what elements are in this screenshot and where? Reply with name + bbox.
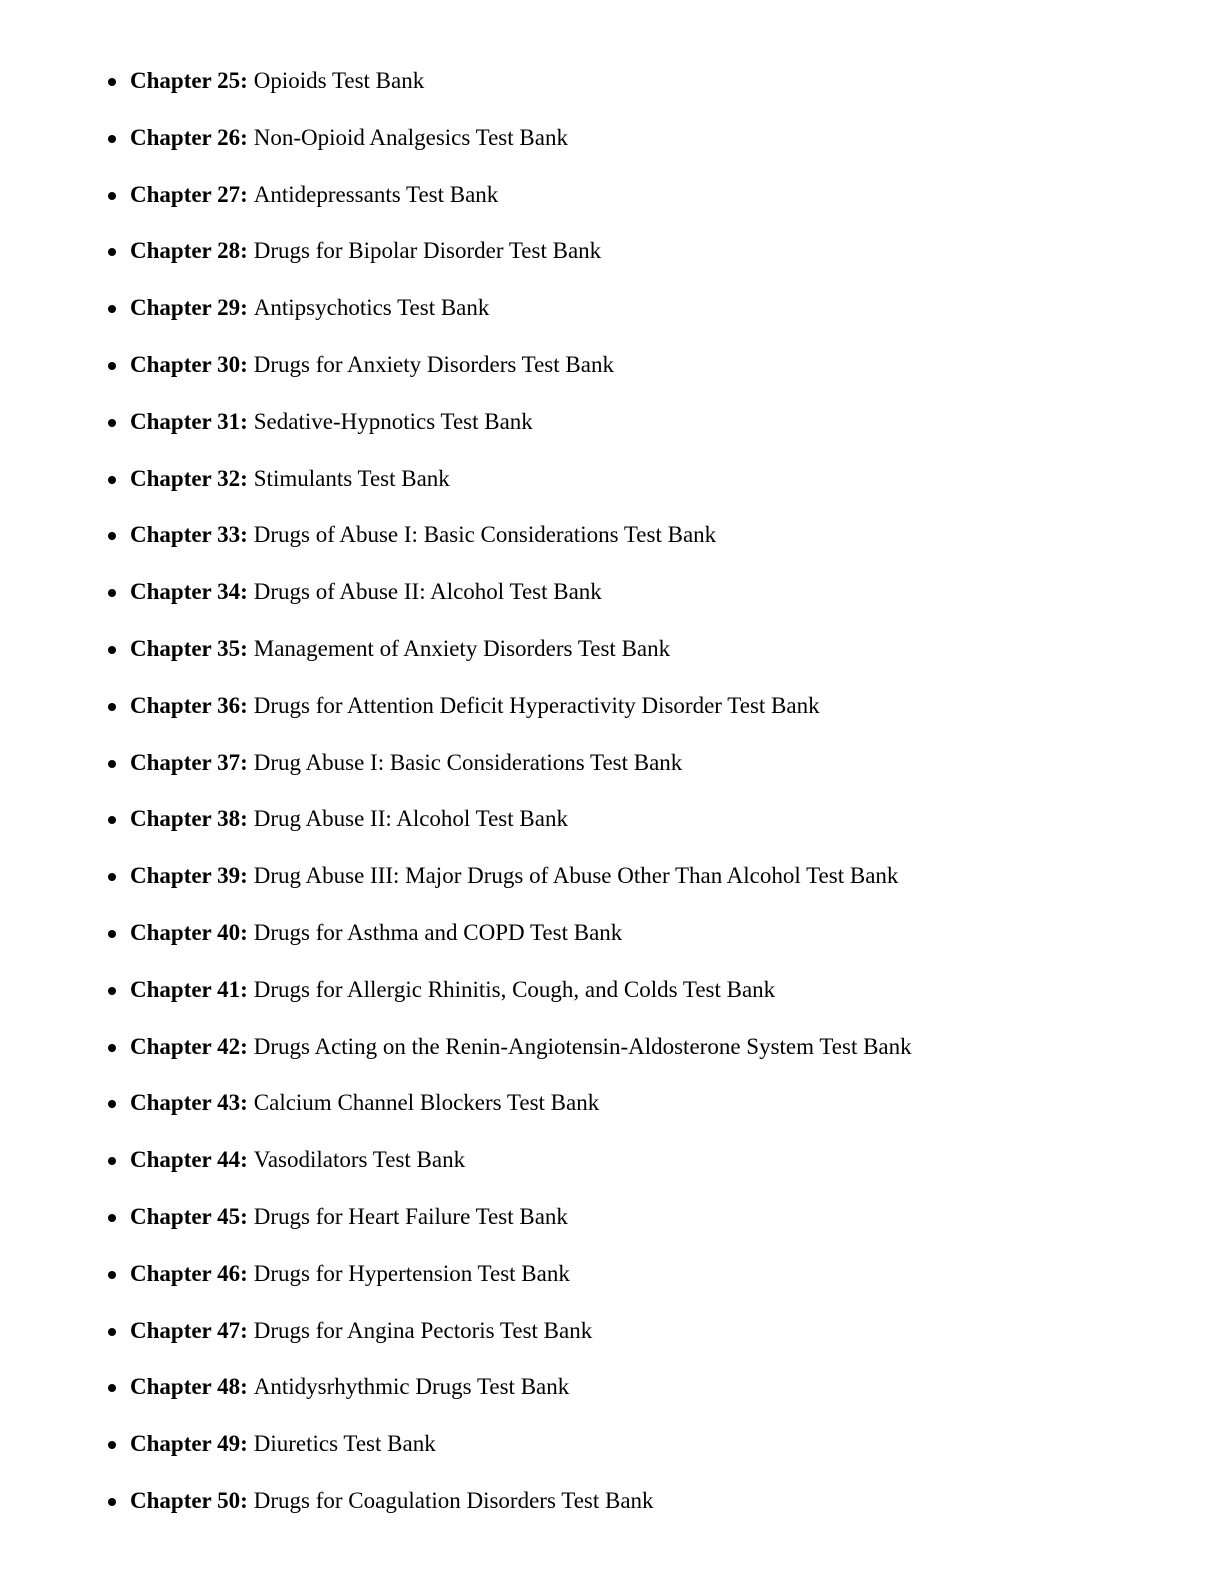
list-item	[104, 1198, 1164, 1255]
chapter-title: Sedative-Hypnotics Test Bank	[253, 408, 533, 434]
chapter-title: Non-Opioid Analgesics Test Bank	[253, 124, 568, 150]
chapter-list	[104, 62, 1164, 1539]
list-item	[104, 289, 1164, 346]
list-item	[104, 1312, 1164, 1369]
bullet-icon	[108, 248, 116, 256]
list-item	[104, 1425, 1164, 1482]
chapter-title: Management of Anxiety Disorders Test Bank	[253, 635, 671, 661]
bullet-icon	[108, 1100, 116, 1108]
list-item	[104, 573, 1164, 630]
list-item	[104, 1368, 1164, 1425]
bullet-icon	[108, 362, 116, 370]
chapter-title: Drugs for Heart Failure Test Bank	[253, 1203, 568, 1229]
list-item	[104, 232, 1164, 289]
chapter-label: Chapter 33:	[130, 522, 248, 548]
list-item	[104, 744, 1164, 801]
bullet-icon	[108, 1271, 116, 1279]
chapter-title: Stimulants Test Bank	[253, 465, 450, 491]
chapter-label: Chapter 36:	[130, 692, 248, 718]
chapter-label: Chapter 47:	[130, 1317, 248, 1343]
bullet-icon	[108, 987, 116, 995]
list-item	[104, 516, 1164, 573]
chapter-label: Chapter 29:	[130, 295, 248, 321]
list-item	[104, 971, 1164, 1028]
bullet-icon	[108, 476, 116, 484]
chapter-label: Chapter 42:	[130, 1033, 248, 1059]
chapter-label: Chapter 43:	[130, 1090, 248, 1116]
bullet-icon	[108, 1157, 116, 1165]
chapter-label: Chapter 34:	[130, 579, 248, 605]
chapter-label: Chapter 38:	[130, 806, 248, 832]
chapter-label: Chapter 35:	[130, 635, 248, 661]
list-item	[104, 914, 1164, 971]
bullet-icon	[108, 419, 116, 427]
bullet-icon	[108, 135, 116, 143]
chapter-title: Drugs for Angina Pectoris Test Bank	[253, 1317, 593, 1343]
chapter-label: Chapter 28:	[130, 238, 248, 264]
chapter-title: Drugs of Abuse I: Basic Considerations Test Bank	[253, 522, 717, 548]
chapter-label: Chapter 46:	[130, 1260, 248, 1286]
list-item	[104, 119, 1164, 176]
chapter-title: Drugs for Bipolar Disorder Test Bank	[253, 238, 602, 264]
chapter-title: Calcium Channel Blockers Test Bank	[253, 1090, 600, 1116]
chapter-title: Drugs of Abuse II: Alcohol Test Bank	[253, 579, 602, 605]
chapter-title: Antipsychotics Test Bank	[253, 295, 490, 321]
bullet-icon	[108, 1441, 116, 1449]
bullet-icon	[108, 930, 116, 938]
chapter-label: Chapter 45:	[130, 1203, 248, 1229]
bullet-icon	[108, 589, 116, 597]
chapter-label: Chapter 49:	[130, 1431, 248, 1457]
chapter-title: Drug Abuse I: Basic Considerations Test Bank	[253, 749, 683, 775]
chapter-label: Chapter 37:	[130, 749, 248, 775]
bullet-icon	[108, 703, 116, 711]
list-item	[104, 687, 1164, 744]
chapter-title: Drugs for Hypertension Test Bank	[253, 1260, 570, 1286]
bullet-icon	[108, 1328, 116, 1336]
chapter-label: Chapter 32:	[130, 465, 248, 491]
chapter-label: Chapter 44:	[130, 1147, 248, 1173]
chapter-title: Opioids Test Bank	[253, 68, 425, 93]
bullet-icon	[108, 760, 116, 768]
bullet-icon	[108, 1044, 116, 1052]
chapter-label: Chapter 25:	[130, 68, 248, 93]
chapter-title: Drug Abuse III: Major Drugs of Abuse Other Than Alcohol Test Bank	[253, 863, 899, 889]
chapter-title: Diuretics Test Bank	[253, 1431, 436, 1457]
list-item	[104, 346, 1164, 403]
chapter-label: Chapter 31:	[130, 408, 248, 434]
chapter-title: Drugs for Allergic Rhinitis, Cough, and Colds Test Bank	[253, 976, 776, 1002]
list-item	[104, 1255, 1164, 1312]
list-item	[104, 1084, 1164, 1141]
chapter-title: Drugs for Anxiety Disorders Test Bank	[253, 351, 614, 377]
chapter-label: Chapter 50:	[130, 1487, 248, 1513]
bullet-icon	[108, 192, 116, 200]
chapter-title: Drugs for Asthma and COPD Test Bank	[253, 919, 623, 945]
bullet-icon	[108, 532, 116, 540]
list-item	[104, 857, 1164, 914]
chapter-title: Vasodilators Test Bank	[253, 1147, 466, 1173]
list-item	[104, 630, 1164, 687]
bullet-icon	[108, 816, 116, 824]
chapter-label: Chapter 27:	[130, 181, 248, 207]
list-item	[104, 1482, 1164, 1539]
list-item	[104, 1028, 1164, 1085]
bullet-icon	[108, 1214, 116, 1222]
bullet-icon	[108, 305, 116, 313]
chapter-title: Drugs Acting on the Renin-Angiotensin-Aldosterone System Test Bank	[253, 1033, 912, 1059]
list-item	[104, 403, 1164, 460]
list-item	[104, 62, 1164, 119]
chapter-title: Drugs for Coagulation Disorders Test Bank	[253, 1487, 654, 1513]
chapter-title: Drugs for Attention Deficit Hyperactivity Disorder Test Bank	[253, 692, 820, 718]
chapter-title: Drug Abuse II: Alcohol Test Bank	[253, 806, 568, 832]
bullet-icon	[108, 646, 116, 654]
chapter-label: Chapter 39:	[130, 863, 248, 889]
list-item	[104, 800, 1164, 857]
chapter-label: Chapter 41:	[130, 976, 248, 1002]
chapter-title: Antidepressants Test Bank	[253, 181, 499, 207]
list-item	[104, 460, 1164, 517]
chapter-title: Antidysrhythmic Drugs Test Bank	[253, 1374, 570, 1400]
chapter-label: Chapter 26:	[130, 124, 248, 150]
bullet-icon	[108, 1384, 116, 1392]
list-item	[104, 176, 1164, 233]
bullet-icon	[108, 873, 116, 881]
chapter-label: Chapter 48:	[130, 1374, 248, 1400]
list-item	[104, 1141, 1164, 1198]
bullet-icon	[108, 78, 116, 86]
chapter-label: Chapter 30:	[130, 351, 248, 377]
chapter-label: Chapter 40:	[130, 919, 248, 945]
bullet-icon	[108, 1498, 116, 1506]
